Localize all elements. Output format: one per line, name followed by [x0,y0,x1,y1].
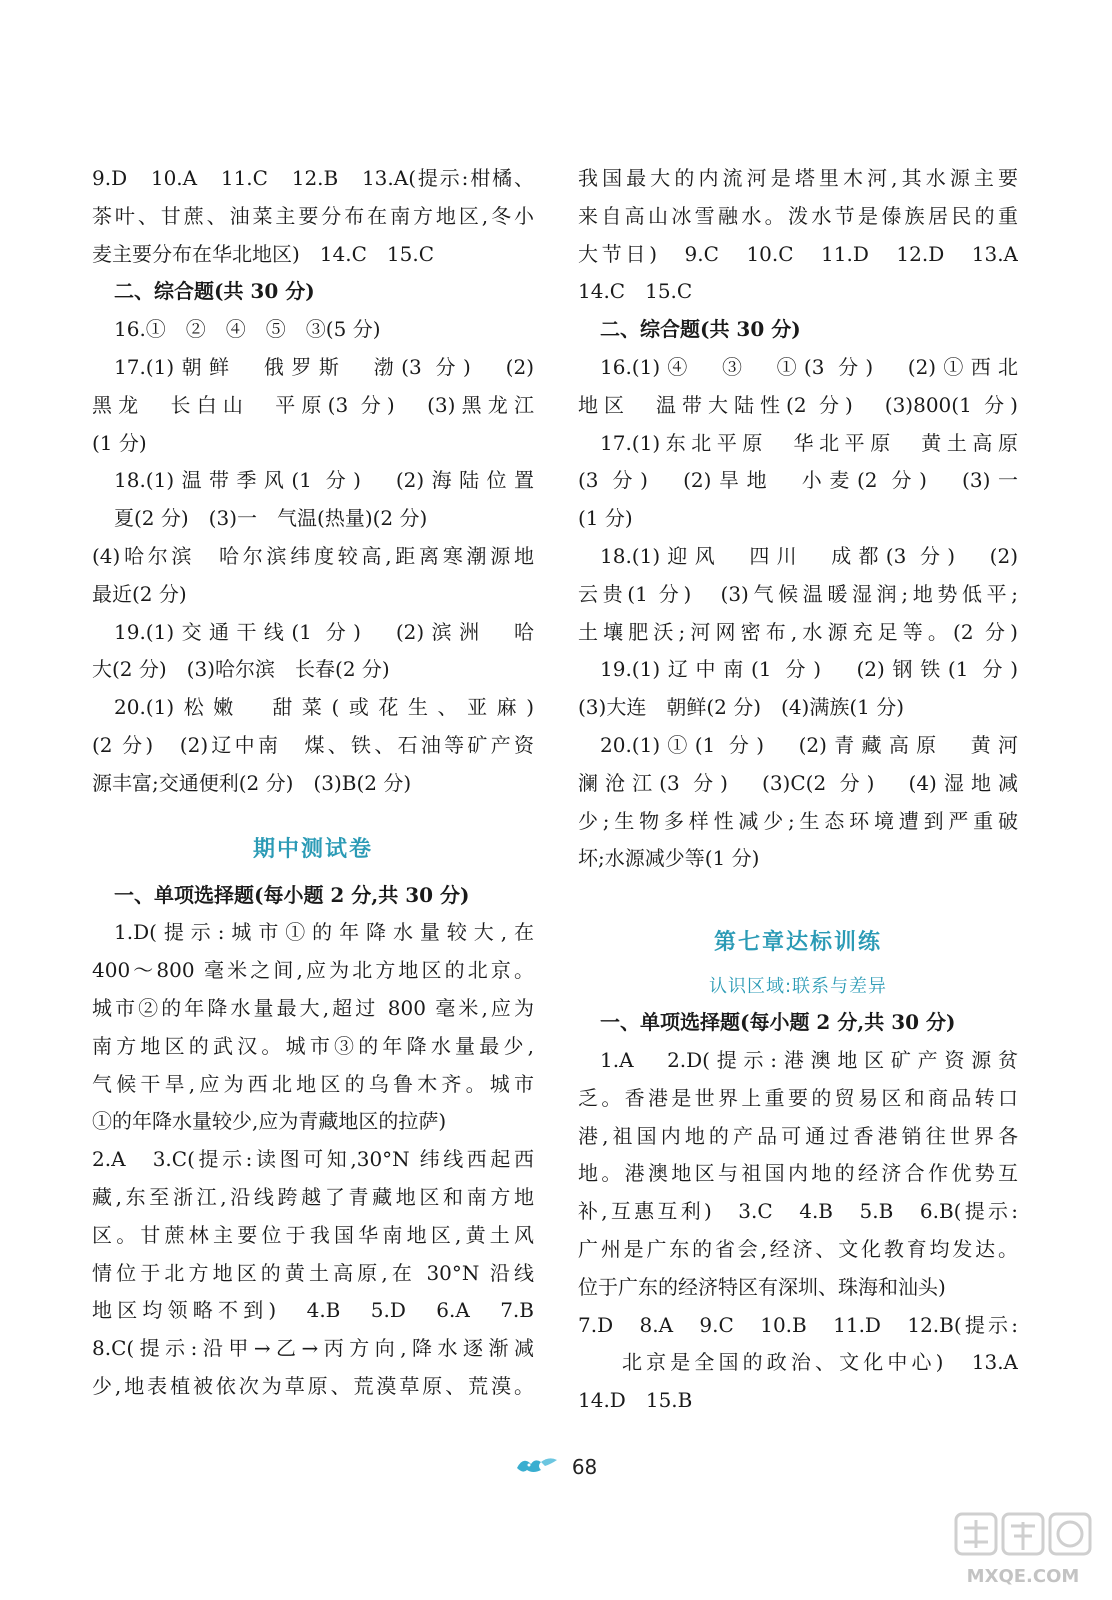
text-line: 17.(1)东北平原 华北平原 黄土高原 [600,430,1018,455]
text-line: 9.D 10.A 11.C 12.B 13.A(提示:柑橘、 [92,166,534,190]
text-line: 茶叶、甘蔗、油菜主要分布在南方地区,冬小 [92,203,534,228]
text-line: 14.D 15.B [578,1388,693,1413]
text-line: 400～800 毫米之间,应为北方地区的北京。 [92,958,534,983]
text-line: 1.A 2.D(提示:港澳地区矿产资源贫 [600,1047,1018,1072]
text-line: 黑龙 长白山 平原(3 分) (3)黑龙江 [92,392,534,417]
text-line: 位于广东的经济特区有深圳、珠海和汕头) [578,1274,946,1299]
text-line: 源丰富;交通便利(2 分) (3)B(2 分) [92,770,412,795]
page-footer [0,1452,1112,1482]
chapter7-subtitle: 认识区域:联系与差异 [708,976,888,998]
text-line: 北京是全国的政治、文化中心) 13.A [622,1350,1018,1375]
text-line: 澜沧江(3 分) (3)C(2 分) (4)湿地减 [578,770,1018,795]
watermark-url: MXQE.COM [966,1566,1080,1587]
text-line: 大(2 分) (3)哈尔滨 长春(2 分) [92,657,390,682]
section-heading: 二、综合题(共 30 分) [600,317,801,342]
text-line: 最近(2 分) [92,581,187,606]
text-line: 地区均领略不到) 4.B 5.D 6.A 7.B [92,1298,534,1323]
text-line: (1 分) [92,430,147,455]
text-line: 16.(1)④ ③ ①(3 分) (2)①西北 [600,354,1018,379]
left-column [92,160,534,1406]
text-line: (1 分) [578,506,633,531]
text-line: 夏(2 分) (3)一 气温(热量)(2 分) [114,506,428,531]
text-line: 我国最大的内流河是塔里木河,其水源主要 [578,166,1018,190]
text-line: 16.① ② ④ ⑤ ③(5 分) [114,317,381,342]
watermark [948,1508,1098,1590]
section-heading: 二、综合题(共 30 分) [114,279,315,304]
text-line: 区。甘蔗林主要位于我国华南地区,黄土风 [92,1222,534,1247]
text-line: 藏,东至浙江,沿线跨越了青藏地区和南方地 [92,1184,534,1209]
midterm-title: 期中测试卷 [252,836,373,862]
text-line: 云贵(1 分) (3)气候温暖湿润;地势低平; [578,581,1018,606]
text-line: 1.D(提示:城市①的年降水量较大,在 [114,920,534,945]
text-line: 南方地区的武汉。城市③的年降水量最少, [92,1033,534,1058]
text-line: 2.A 3.C(提示:读图可知,30°N 纬线西起西 [92,1147,534,1172]
text-line: (2 分) (2)辽中南 煤、铁、石油等矿产资 [92,732,534,757]
text-line: 8.C(提示:沿甲→乙→丙方向,降水逐渐减 [92,1336,534,1361]
text-line: 坏;水源减少等(1 分) [578,846,760,871]
section-heading: 一、单项选择题(每小题 2 分,共 30 分) [600,1010,956,1035]
text-line: 乏。香港是世界上重要的贸易区和商品转口 [578,1085,1018,1110]
text-line: (4)哈尔滨 哈尔滨纬度较高,距离寒潮源地 [92,543,534,568]
text-line: 少;生物多样性减少;生态环境遭到严重破 [578,808,1018,833]
text-line: 情位于北方地区的黄土高原,在 30°N 沿线 [92,1260,534,1285]
text-line: 7.D 8.A 9.C 10.B 11.D 12.B(提示: [578,1312,1018,1337]
text-line: 地区 温带大陆性(2 分) (3)800(1 分) [578,392,1018,417]
text-line: 城市②的年降水量最大,超过 800 毫米,应为 [92,995,534,1020]
text-line: 20.(1)①(1 分) (2)青藏高原 黄河 [600,732,1018,757]
text-line: 地。港澳地区与祖国内地的经济合作优势互 [578,1161,1018,1186]
text-line: 18.(1)迎风 四川 成都(3 分) (2) [600,543,1018,568]
text-line: 少,地表植被依次为草原、荒漠草原、荒漠。 [92,1373,534,1398]
text-line: 气候干旱,应为西北地区的乌鲁木齐。城市 [92,1071,534,1096]
text-line: 麦主要分布在华北地区) 14.C 15.C [92,241,435,266]
page-number: 68 [571,1455,598,1479]
bird-logo-icon [515,1452,559,1482]
text-line: 17.(1)朝鲜 俄罗斯 渤(3 分) (2) [114,354,534,379]
text-line: 广州是广东的省会,经济、文化教育均发达。 [578,1236,1018,1261]
text-line: 来自高山冰雪融水。泼水节是傣族居民的重 [578,203,1018,228]
chapter7-title: 第七章达标训练 [713,930,882,956]
text-line: 大节日) 9.C 10.C 11.D 12.D 13.A [578,241,1018,266]
text-line: 18.(1)温带季风(1 分) (2)海陆位置 [114,468,534,493]
text-line: 20.(1)松嫩 甜菜(或花生、亚麻) [114,695,534,720]
text-line: 补,互惠互利) 3.C 4.B 5.B 6.B(提示: [578,1199,1018,1224]
right-column [578,160,1018,1420]
text-line: 14.C 15.C [578,279,693,304]
text-line: (3)大连 朝鲜(2 分) (4)满族(1 分) [578,695,905,720]
text-line: (3 分) (2)旱地 小麦(2 分) (3)一 [578,468,1018,493]
text-line: 港,祖国内地的产品可通过香港销往世界各 [578,1123,1018,1148]
text-line: 土壤肥沃;河网密布,水源充足等。(2 分) [578,619,1018,644]
section-heading: 一、单项选择题(每小题 2 分,共 30 分) [114,882,470,907]
text-line: 19.(1)辽中南(1 分) (2)钢铁(1 分) [600,657,1018,682]
text-line: ①的年降水量较少,应为青藏地区的拉萨) [92,1109,447,1134]
text-line: 19.(1)交通干线(1 分) (2)滨洲 哈 [114,619,534,644]
